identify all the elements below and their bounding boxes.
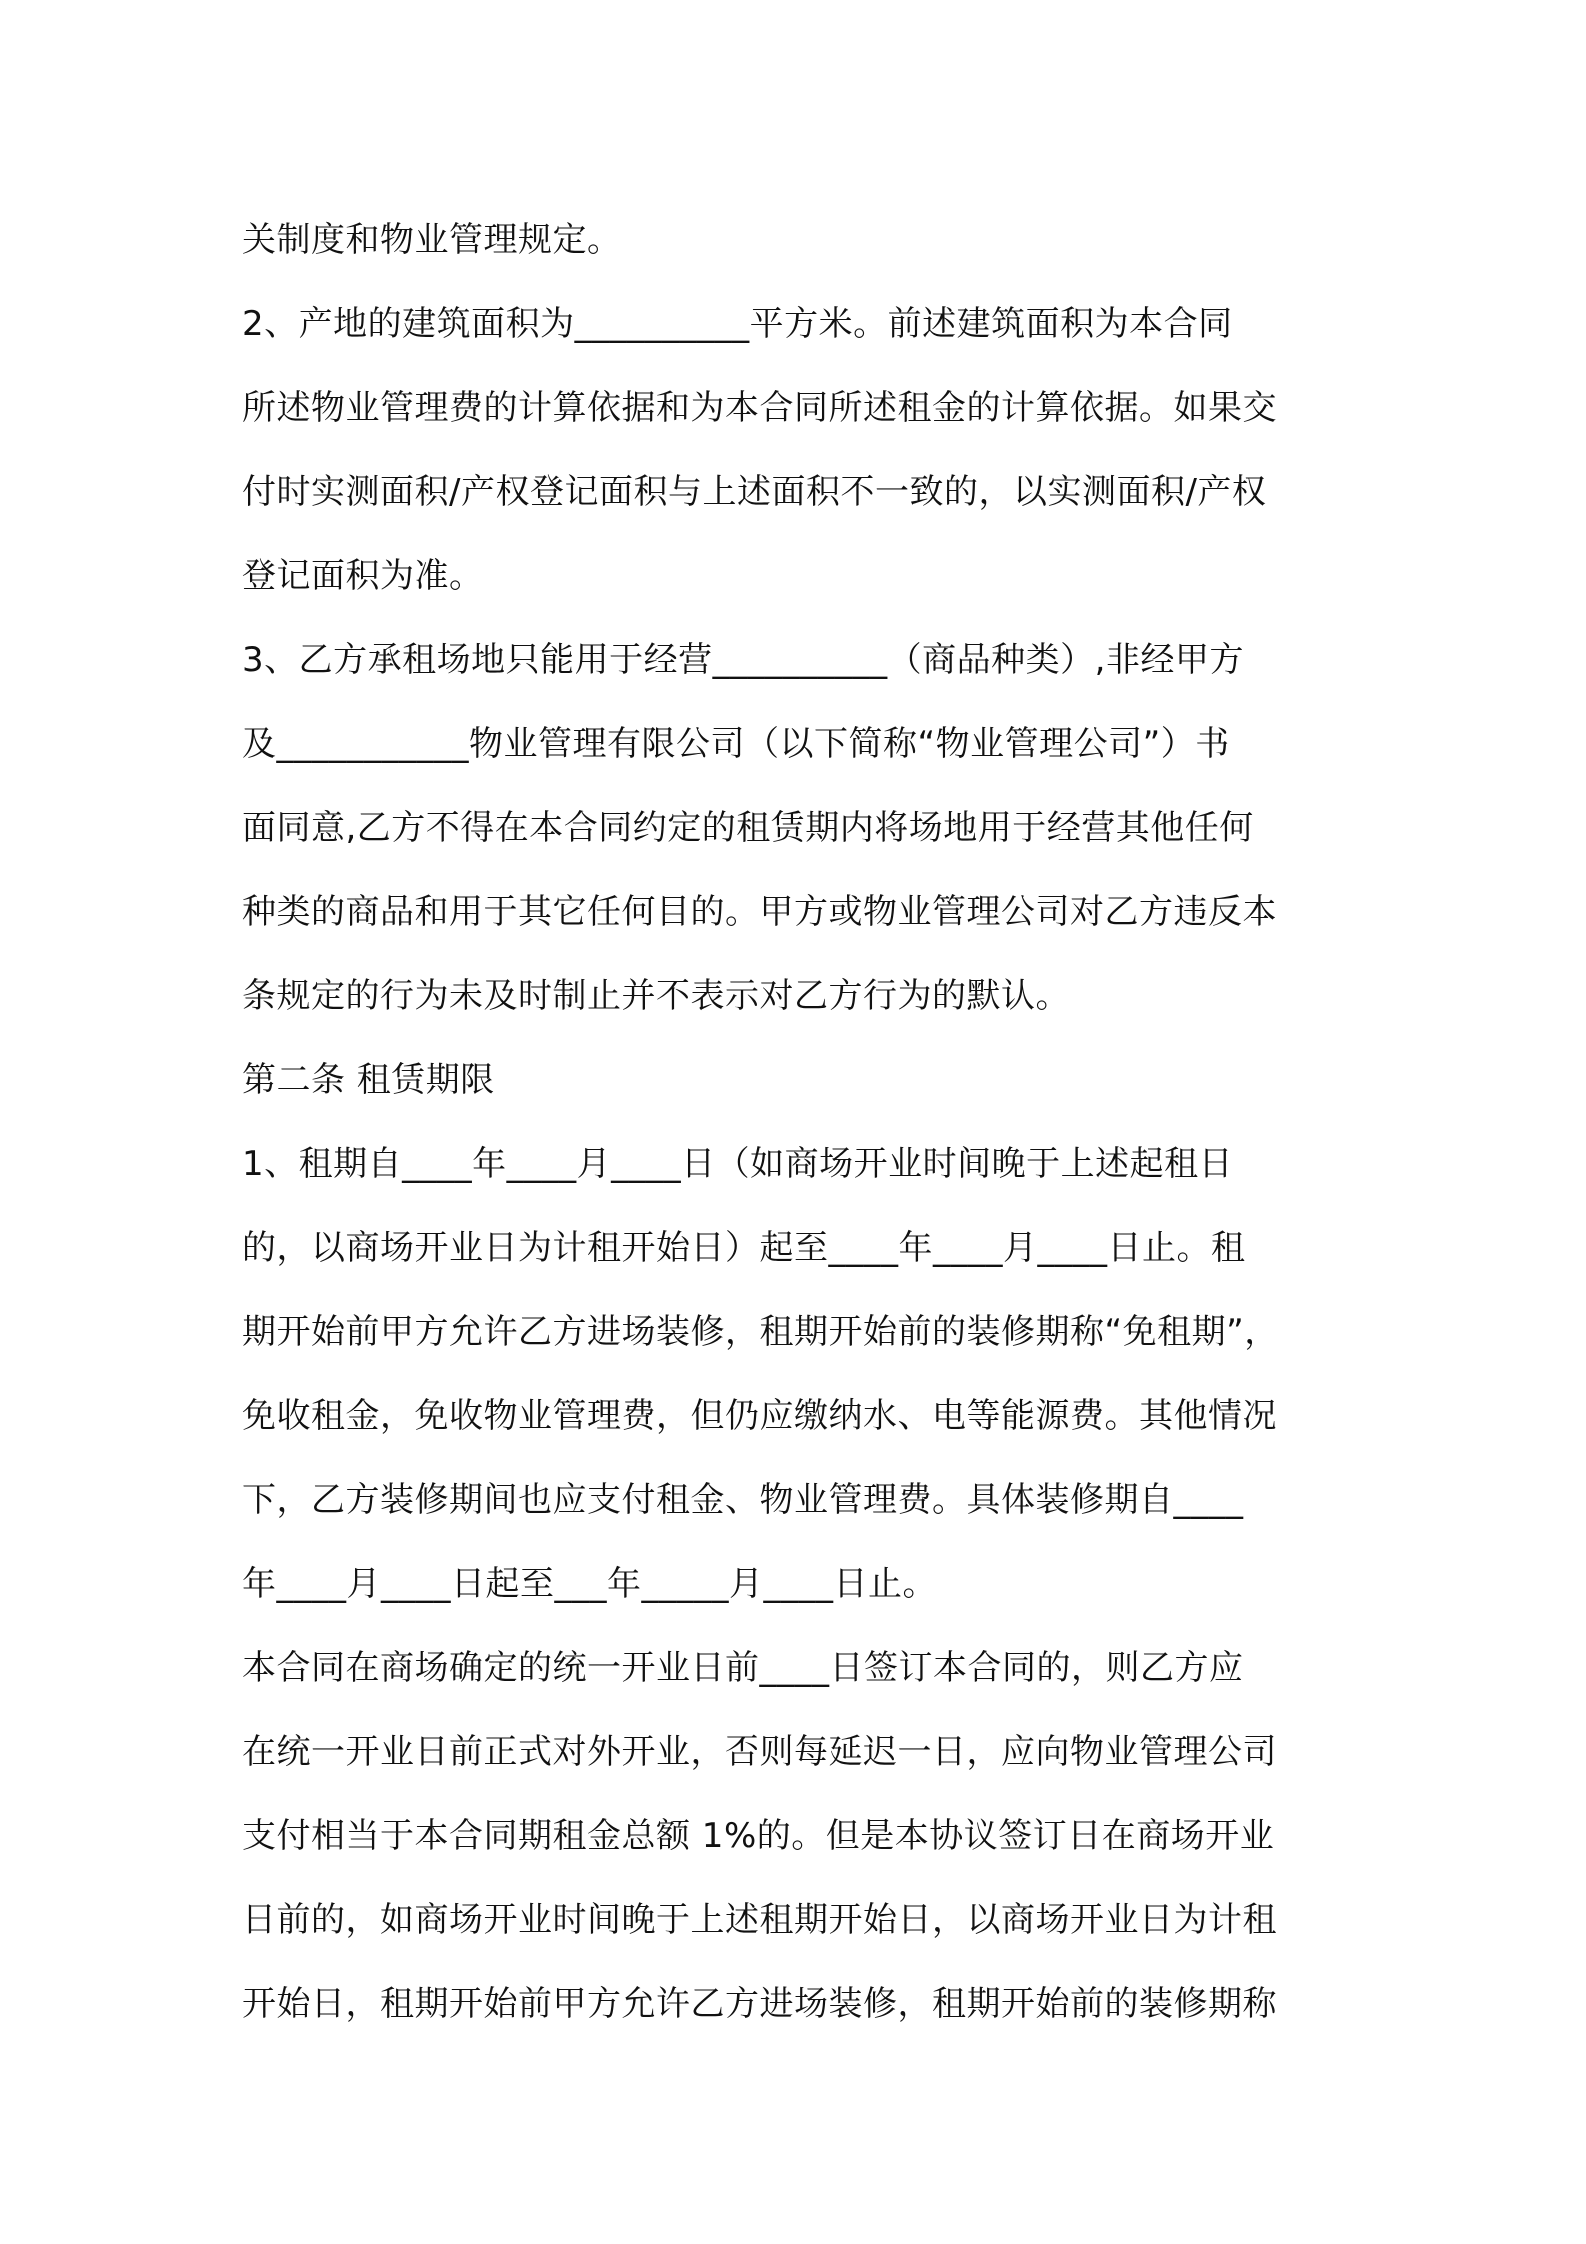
text-line: 2、产地的建筑面积为__________平方米。前述建筑面积为本合同: [242, 304, 1233, 344]
section-heading: 第二条 租赁期限: [242, 1060, 495, 1100]
text-line: 本合同在商场确定的统一开业日前____日签订本合同的，则乙方应: [242, 1648, 1244, 1688]
text-line: 1、租期自____年____月____日（如商场开业时间晚于上述起租日: [242, 1144, 1234, 1184]
text-line: 支付相当于本合同期租金总额 1%的。但是本协议签订日在商场开业: [242, 1816, 1275, 1856]
text-line: 面同意,乙方不得在本合同约定的租赁期内将场地用于经营其他任何: [242, 808, 1254, 848]
text-line: 登记面积为准。: [242, 556, 484, 596]
text-line: 所述物业管理费的计算依据和为本合同所述租金的计算依据。如果交: [242, 388, 1277, 428]
text-line: 条规定的行为未及时制止并不表示对乙方行为的默认。: [242, 976, 1070, 1016]
document-page: [242, 198, 1362, 2046]
text-line: 关制度和物业管理规定。: [242, 220, 622, 260]
text-line: 免收租金，免收物业管理费，但仍应缴纳水、电等能源费。其他情况: [242, 1396, 1277, 1436]
text-line: 及___________物业管理有限公司（以下简称“物业管理公司”）书: [242, 724, 1230, 764]
text-line: 种类的商品和用于其它任何目的。甲方或物业管理公司对乙方违反本: [242, 892, 1277, 932]
text-line: 期开始前甲方允许乙方进场装修，租期开始前的装修期称“免租期”，: [242, 1312, 1279, 1352]
text-line: 下，乙方装修期间也应支付租金、物业管理费。具体装修期自____: [242, 1480, 1244, 1520]
text-line: 日前的，如商场开业时间晚于上述租期开始日，以商场开业日为计租: [242, 1900, 1277, 1940]
text-line: 开始日，租期开始前甲方允许乙方进场装修，租期开始前的装修期称: [242, 1984, 1277, 2024]
text-line: 在统一开业日前正式对外开业，否则每延迟一日，应向物业管理公司: [242, 1732, 1277, 1772]
text-line: 的，以商场开业日为计租开始日）起至____年____月____日止。租: [242, 1228, 1246, 1268]
text-line: 年____月____日起至___年_____月____日止。: [242, 1564, 937, 1604]
text-line: 付时实测面积/产权登记面积与上述面积不一致的，以实测面积/产权: [242, 472, 1267, 512]
text-line: 3、乙方承租场地只能用于经营__________（商品种类）,非经甲方: [242, 640, 1244, 680]
